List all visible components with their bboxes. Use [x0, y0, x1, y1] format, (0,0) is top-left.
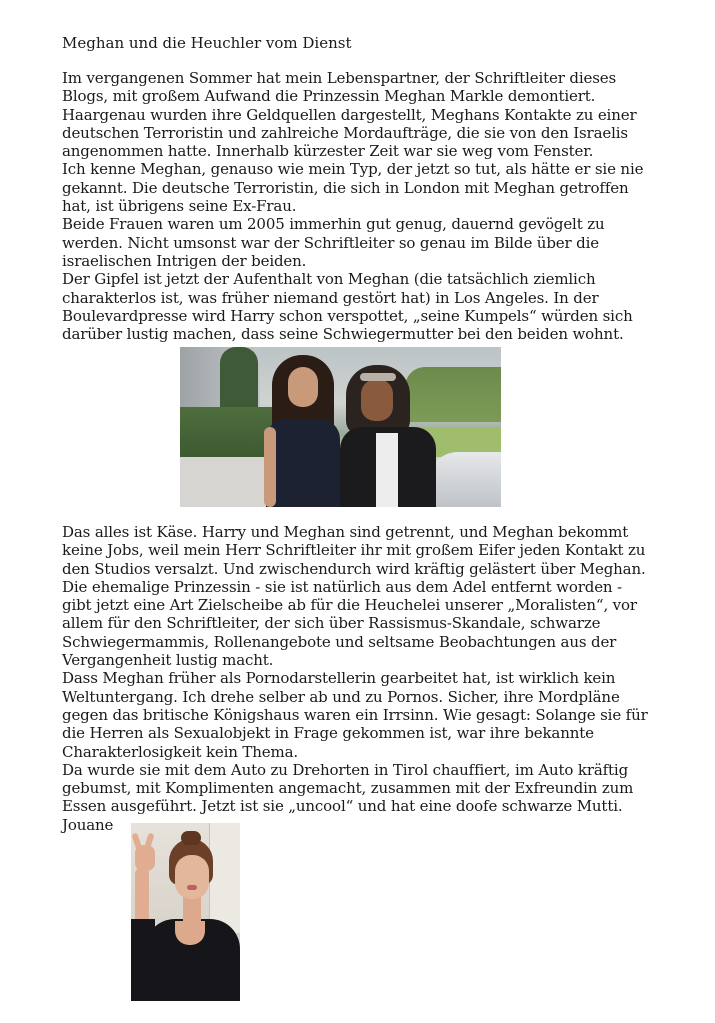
- text-line: hat, ist übrigens seine Ex-Frau.: [62, 197, 297, 216]
- text-line: Ich kenne Meghan, genauso wie mein Typ, der jetzt so tut, als hätte er sie nie: [62, 160, 644, 179]
- text-line: die Herren als Sexualobjekt in Frage gekommen ist, war ihre bekannte: [62, 724, 594, 743]
- text-line: deutschen Terroristin und zahlreiche Mordaufträge, die sie von den Israelis: [62, 123, 628, 142]
- person-left-dress: [266, 419, 340, 507]
- paragraph-intro: [62, 69, 715, 343]
- text-line: darüber lustig machen, dass seine Schwiegermutter bei den beiden wohnt.: [62, 325, 624, 344]
- text-line: Essen ausgeführt. Jetzt ist sie „uncool“ und hat eine doofe schwarze Mutti.: [62, 797, 623, 816]
- person-right-face: [361, 379, 393, 421]
- text-line: charakterlos ist, was früher niemand gestört hat) in Los Angeles. In der: [62, 288, 599, 307]
- text-line: Beide Frauen waren um 2005 immerhin gut genug, dauernd gevögelt zu: [62, 215, 605, 234]
- person-left-face: [288, 367, 318, 407]
- text-line: Blogs, mit großem Aufwand die Prinzessin Meghan Markle demontiert.: [62, 87, 596, 106]
- text-line: angenommen hatte. Innerhalb kürzester Zeit war sie weg vom Fenster.: [62, 142, 594, 161]
- peace-sign-finger: [131, 833, 142, 852]
- text-line: Die ehemalige Prinzessin - sie ist natürlich aus dem Adel entfernt worden -: [62, 577, 622, 596]
- photo-car: [428, 452, 501, 507]
- text-line: werden. Nicht umsonst war der Schriftleiter so genau im Bilde über die: [62, 233, 599, 252]
- text-line: israelischen Intrigen der beiden.: [62, 251, 307, 270]
- text-line: Schwiegermammis, Rollenangebote und seltsame Beobachtungen aus der: [62, 632, 617, 651]
- text-line: Im vergangenen Sommer hat mein Lebenspartner, der Schriftleiter dieses: [62, 69, 617, 87]
- photo-bushes: [405, 367, 501, 422]
- text-line: Das alles ist Käse. Harry und Meghan sind getrennt, und Meghan bekommt: [62, 523, 629, 541]
- person-neck: [183, 895, 201, 923]
- person-hair-bun: [181, 831, 201, 845]
- text-line: gegen das britische Königshaus waren ein Irrsinn. Wie gesagt: Solange sie für: [62, 705, 648, 724]
- paragraph-main: [62, 523, 715, 834]
- text-line: keine Jobs, weil mein Herr Schriftleiter ihr mit großem Eifer jeden Kontakt zu: [62, 541, 646, 560]
- text-line: Der Gipfel ist jetzt der Aufenthalt von Meghan (die tatsächlich ziemlich: [62, 270, 596, 289]
- text-line: Vergangenheit lustig macht.: [62, 651, 274, 670]
- selfie-photo: [131, 823, 240, 1001]
- text-line: Haargenau wurden ihre Geldquellen dargestellt, Meghans Kontakte zu einer: [62, 105, 637, 124]
- person-right-shirt: [376, 433, 398, 507]
- text-line: Dass Meghan früher als Pornodarstellerin gearbeitet hat, ist wirklich kein: [62, 669, 616, 688]
- person-left-arm: [264, 427, 276, 507]
- text-line: Da wurde sie mit dem Auto zu Drehorten in Tirol chauffiert, im Auto kräftig: [62, 760, 629, 779]
- text-line: Boulevardpresse wird Harry schon verspottet, „seine Kumpels“ würden sich: [62, 306, 633, 325]
- author-signature: Jouane: [62, 815, 114, 834]
- two-women-photo: [180, 347, 501, 507]
- text-line: Weltuntergang. Ich drehe selber ab und zu Pornos. Sicher, ihre Mordpläne: [62, 687, 620, 706]
- person-right-headband: [360, 373, 396, 381]
- document-title: Meghan und die Heuchler vom Dienst: [62, 34, 352, 52]
- text-line: gebumst, mit Komplimenten angemacht, zusammen mit der Exfreundin zum: [62, 779, 634, 798]
- text-line: gibt jetzt eine Art Zielscheibe ab für die Heuchelei unserer „Moralisten“, vor: [62, 596, 637, 615]
- text-line: Charakterlosigkeit kein Thema.: [62, 742, 299, 761]
- person-face: [175, 855, 209, 899]
- text-line: den Studios versalzt. Und zwischendurch wird kräftig gelästert über Meghan.: [62, 559, 646, 578]
- person-sleeve: [131, 919, 155, 1001]
- text-line: allem für den Schriftleiter, der sich über Rassismus-Skandale, schwarze: [62, 614, 601, 633]
- person-lips: [187, 885, 197, 890]
- photo-door: [209, 823, 240, 933]
- text-line: gekannt. Die deutsche Terroristin, die sich in London mit Meghan getroffen: [62, 178, 629, 197]
